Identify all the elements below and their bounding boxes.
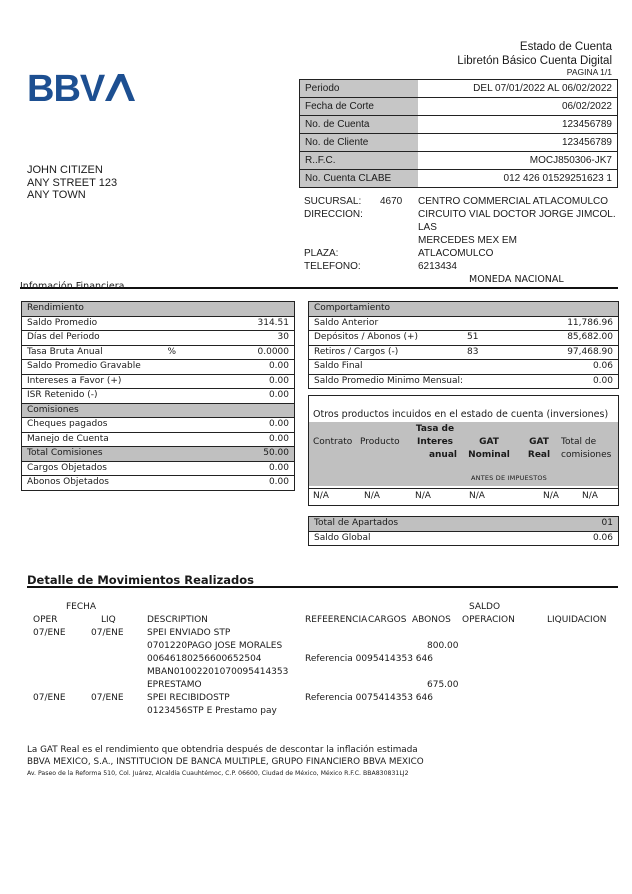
footer-legal xyxy=(27,744,424,768)
plaza-label: PLAZA: xyxy=(304,248,339,259)
value-contrato: N/A xyxy=(313,491,329,501)
customer-name: JOHN CITIZEN xyxy=(27,164,103,176)
otros-productos-table xyxy=(308,395,619,506)
value-gat-nominal: N/A xyxy=(469,491,485,501)
row-value: 0.0000 xyxy=(257,346,289,357)
bbva-logo xyxy=(27,70,135,106)
table-row xyxy=(22,433,294,448)
telefono-value: 6213434 xyxy=(418,261,457,272)
row-value: 50.00 xyxy=(263,448,289,458)
row-label: Intereses a Favor (+) xyxy=(27,375,122,386)
row-value: 97,468.90 xyxy=(567,346,613,357)
row-label: Cheques pagados xyxy=(27,419,108,429)
header-total-comisiones xyxy=(561,436,611,462)
comisiones-header-row xyxy=(22,404,294,419)
customer-street: ANY STREET 123 xyxy=(27,176,118,189)
value-producto: N/A xyxy=(364,491,380,501)
telefono-label: TELEFONO: xyxy=(304,261,361,272)
movement-liq-date: 07/ENE xyxy=(91,693,124,703)
row-label: Cargos Objetados xyxy=(27,462,107,473)
rendimiento-header: Rendimiento xyxy=(27,303,84,313)
table-row xyxy=(22,360,294,375)
customer-town: ANY TOWN xyxy=(27,189,86,201)
account-label: No. de Cuenta xyxy=(300,116,418,133)
currency-label: MONEDA NACIONAL xyxy=(469,274,564,285)
row-label: Total de Apartados xyxy=(314,518,399,528)
row-label: Abonos Objetados xyxy=(27,477,109,487)
row-label: Manejo de Cuenta xyxy=(27,433,109,444)
row-value: 0.00 xyxy=(268,462,289,473)
table-row xyxy=(22,389,294,404)
row-label: Retiros / Cargos (-) xyxy=(314,346,399,357)
row-value: 0.00 xyxy=(268,361,289,371)
header-abonos: ABONOS xyxy=(412,615,451,625)
row-value: 0.00 xyxy=(268,375,289,386)
otros-productos-header xyxy=(309,422,618,486)
table-row xyxy=(309,375,618,389)
bbva-logo-text: BBV xyxy=(27,70,105,106)
header-gat-nominal-line1: GAT xyxy=(479,437,499,447)
account-row-clabe xyxy=(300,170,617,187)
header-cargos: CARGOS xyxy=(368,615,407,625)
row-label: Depósitos / Abonos (+) xyxy=(314,332,419,342)
row-label: Saldo Promedio xyxy=(27,317,98,328)
row-count xyxy=(462,317,532,331)
header-total-line2: comisiones xyxy=(561,450,612,460)
header-tasa xyxy=(413,423,457,462)
antes-impuestos-note: ANTES DE IMPUESTOS xyxy=(471,474,548,482)
row-value: 0.00 xyxy=(592,375,613,386)
row-label: Total Comisiones xyxy=(27,448,103,458)
header-gat-nominal-line2: Nominal xyxy=(468,450,510,460)
header-liquidacion: LIQUIDACION xyxy=(547,615,607,625)
movement-description xyxy=(147,692,277,718)
apartados-table xyxy=(308,516,619,546)
table-row xyxy=(309,346,618,361)
header-gat-real-line1: GAT xyxy=(529,437,549,447)
row-count: 51 xyxy=(467,332,479,342)
account-value: 012 426 01529251623 1 xyxy=(503,173,612,184)
table-row xyxy=(22,317,294,332)
row-label: Saldo Promedio Minimo Mensual: xyxy=(314,375,464,386)
direccion-label: DIRECCION: xyxy=(304,209,363,220)
account-row-cliente xyxy=(300,134,617,152)
description-line: MBAN01002201070095414353 xyxy=(147,667,289,677)
row-label: Tasa Bruta Anual xyxy=(27,346,103,357)
header-operacion: OPERACION xyxy=(462,615,515,625)
row-count xyxy=(462,360,532,374)
account-value: 06/02/2022 xyxy=(561,101,612,112)
direccion-line1: CIRCUITO VIAL DOCTOR JORGE JIMCOL. LAS xyxy=(418,209,616,233)
account-row-cuenta xyxy=(300,116,617,134)
row-label: Saldo Anterior xyxy=(314,317,379,328)
row-value: 0.00 xyxy=(268,419,289,429)
table-row xyxy=(22,346,294,361)
header-description: DESCRIPTION xyxy=(147,615,208,625)
row-value: 11,786.96 xyxy=(567,317,613,328)
table-row xyxy=(309,360,618,375)
header-fecha: FECHA xyxy=(66,602,97,612)
financial-info-title: Infomación Financiera xyxy=(20,281,125,292)
header-gat-real-line2: Real xyxy=(527,450,551,460)
row-label: Días del Periodo xyxy=(27,332,100,342)
rendimiento-header-row xyxy=(22,302,294,317)
table-row xyxy=(22,331,294,346)
gat-note: La GAT Real es el rendimiento que obtendria después de descontar la inflación estimada xyxy=(27,745,418,755)
movement-amount: 675.00 xyxy=(427,680,459,690)
row-value: 0.00 xyxy=(268,477,289,487)
header-oper: OPER xyxy=(33,615,58,625)
description-line: EPRESTAMO xyxy=(147,680,202,690)
sucursal-name: CENTRO COMMERCIAL ATLACOMULCO xyxy=(418,196,609,207)
movement-oper-date: 07/ENE xyxy=(33,628,66,638)
header-producto: Producto xyxy=(360,437,400,447)
row-label: ISR Retenido (-) xyxy=(27,390,98,400)
value-gat-real: N/A xyxy=(543,491,559,501)
movements-header xyxy=(27,571,618,588)
page-number: PAGINA 1/1 xyxy=(566,67,612,77)
account-info-box xyxy=(299,79,618,188)
sucursal-code: 4670 xyxy=(380,196,403,207)
table-row-total xyxy=(22,447,294,462)
account-value: MOCJ850306-JK7 xyxy=(529,155,612,166)
header-tasa-line1: Tasa de xyxy=(415,424,455,434)
bank-legal-name: BBVA MEXICO, S.A., INSTITUCION DE BANCA MULTIPLE, GRUPO FINANCIERO BBVA MEXICO xyxy=(27,757,424,767)
header-gat-real xyxy=(521,436,557,462)
account-label: R..F.C. xyxy=(300,152,418,169)
table-row xyxy=(309,331,618,346)
direccion-line2: MERCEDES MEX EM xyxy=(418,235,517,246)
row-value: 01 xyxy=(601,518,613,528)
movement-description xyxy=(147,627,288,692)
account-row-rfc xyxy=(300,152,617,170)
row-value: 0.00 xyxy=(268,433,289,444)
header-total-line1: Total de xyxy=(561,437,597,447)
description-line: SPEI RECIBIDOSTP xyxy=(147,693,230,703)
comportamiento-header-row xyxy=(309,302,618,317)
row-label: Saldo Promedio Gravable xyxy=(27,361,141,371)
otros-productos-title: Otros productos incuidos en el estado de cuenta (inversiones) xyxy=(313,409,609,420)
value-total-comisiones: N/A xyxy=(582,491,598,501)
description-line: 0123456STP E Prestamo pay xyxy=(147,706,277,716)
table-row xyxy=(22,476,294,490)
table-row xyxy=(22,462,294,477)
value-tasa: N/A xyxy=(415,491,431,501)
table-row-total-apartados xyxy=(309,517,618,532)
customer-address xyxy=(27,164,117,202)
row-value: 0.06 xyxy=(592,532,613,543)
row-count: 83 xyxy=(467,346,479,357)
account-label: No. Cuenta CLABE xyxy=(300,170,418,187)
header-tasa-line3: anual xyxy=(428,450,457,460)
account-value: 123456789 xyxy=(561,119,612,130)
account-label: Fecha de Corte xyxy=(300,98,418,115)
header-contrato: Contrato xyxy=(313,437,353,447)
description-line: 0701220PAGO JOSE MORALES xyxy=(147,641,283,651)
bank-address: Av. Paseo de la Reforma 510, Col. Juárez, Alcaldía Cuauhtémoc, C.P. 06600, Ciudad de México, México R.F.C. BBA830831LJ2 xyxy=(27,770,409,777)
otros-productos-values-row xyxy=(309,488,618,503)
comportamiento-table xyxy=(308,301,619,389)
table-row xyxy=(22,375,294,390)
row-value: 314.51 xyxy=(257,317,289,328)
row-value: 30 xyxy=(277,332,289,342)
movement-oper-date: 07/ENE xyxy=(33,693,66,703)
row-label: Saldo Final xyxy=(314,361,363,371)
row-value: 85,682.00 xyxy=(567,332,613,342)
plaza-value: ATLACOMULCO xyxy=(418,248,494,259)
header-liq: LIQ xyxy=(101,615,116,625)
bbva-logo-a-glyph xyxy=(105,74,135,101)
comisiones-header: Comisiones xyxy=(27,404,79,415)
financial-info-header xyxy=(20,274,618,292)
movement-liq-date: 07/ENE xyxy=(91,628,124,638)
header-gat-nominal xyxy=(461,436,517,462)
account-value: DEL 07/01/2022 AL 06/02/2022 xyxy=(473,83,612,94)
movements-title: Detalle de Movimientos Realizados xyxy=(27,573,254,587)
table-row xyxy=(22,418,294,433)
movement-amount: 800.00 xyxy=(427,641,459,651)
sucursal-label: SUCURSAL: xyxy=(304,196,362,207)
movement-referencia: Referencia 0075414353 646 xyxy=(305,693,433,703)
row-value: 0.00 xyxy=(268,390,289,400)
branch-info xyxy=(304,195,632,273)
row-unit: % xyxy=(167,346,177,357)
account-label: No. de Cliente xyxy=(300,134,418,151)
header-saldo: SALDO xyxy=(469,602,501,612)
account-row-fecha-corte xyxy=(300,98,617,116)
movement-referencia: Referencia 0095414353 646 xyxy=(305,654,433,664)
header-tasa-line2: Interes xyxy=(416,437,454,447)
table-row xyxy=(309,317,618,332)
account-label: Periodo xyxy=(300,80,418,97)
table-row-saldo-global xyxy=(309,532,618,546)
rendimiento-table xyxy=(21,301,295,491)
description-line: 00646180256600652504 xyxy=(147,654,262,664)
account-value: 123456789 xyxy=(561,137,612,148)
row-label: Saldo Global xyxy=(314,532,371,543)
product-name: Libretón Básico Cuenta Digital xyxy=(457,55,612,67)
description-line: SPEI ENVIADO STP xyxy=(147,628,231,638)
comportamiento-header: Comportamiento xyxy=(314,303,391,313)
row-value: 0.06 xyxy=(592,361,613,371)
account-row-periodo xyxy=(300,80,617,98)
header-referencia: REFEERENCIA xyxy=(305,615,368,625)
statement-title: Estado de Cuenta xyxy=(519,41,612,53)
